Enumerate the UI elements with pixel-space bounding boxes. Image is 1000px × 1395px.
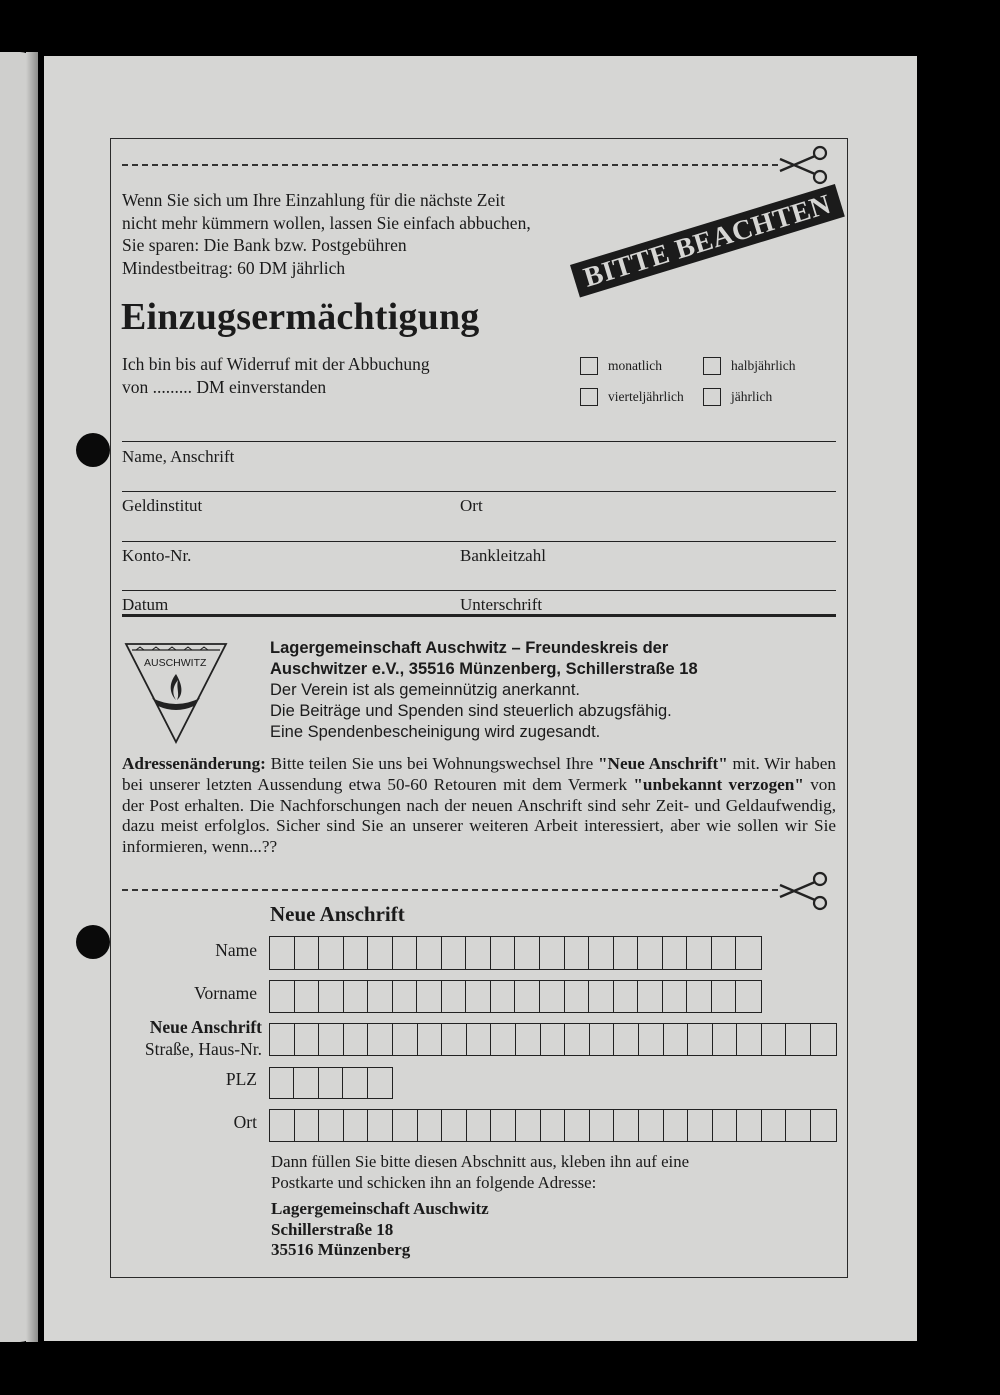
date-label: Datum: [122, 595, 169, 614]
notice-text: Bitte teilen Sie uns bei Wohnungswechsel Ihre: [265, 754, 599, 773]
recipient-line: 35516 Münzenberg: [271, 1240, 411, 1259]
field-rule: [122, 541, 836, 542]
zip-input-boxes[interactable]: [269, 1067, 393, 1099]
checkbox-jaehrlich[interactable]: [703, 388, 721, 406]
authorization-text: [122, 353, 430, 398]
cut-line-bottom: [122, 889, 778, 891]
checkbox-label: vierteljährlich: [608, 389, 684, 404]
notice-emphasis: "unbekannt verzogen": [633, 774, 804, 794]
checkbox-vierteljaehrlich[interactable]: [580, 388, 598, 406]
checkbox-label: halbjährlich: [731, 358, 796, 373]
recipient-address: [271, 1199, 489, 1261]
name-input-boxes[interactable]: [269, 936, 762, 970]
street-input-boxes[interactable]: [269, 1023, 837, 1056]
notice-text: mit. Wir haben bei unserer letzten Aussendung etwa 50-60 Retouren mit dem Vermerk: [122, 754, 836, 794]
notice-emphasis: "Neue Anschrift": [598, 754, 728, 773]
notice-text: von der Post erhalten. Die Nachforschungen nach der neuen Anschrift sind sehr Zeit- und Geldaufwendig, dazu meist erfolglos. Sicher sind Sie an unserer weiteren Arbeit interessiert, aber wie sollen wir Sie informieren, wenn...??: [122, 774, 836, 857]
logo-text: AUSCHWITZ: [144, 657, 207, 669]
city-input-boxes[interactable]: [269, 1109, 837, 1142]
name-address-label: Name, Anschrift: [122, 447, 235, 466]
organisation-name: Lagergemeinschaft Auschwitz – Freundeskreis der: [270, 639, 669, 657]
checkbox-label: monatlich: [608, 358, 662, 373]
organisation-note: Eine Spendenbescheinigung wird zugesandt.: [270, 723, 601, 741]
mailing-instructions: [271, 1151, 689, 1193]
recipient-line: Lagergemeinschaft Auschwitz: [271, 1199, 489, 1218]
field-rule: [122, 590, 836, 591]
bank-label: Geldinstitut: [122, 496, 203, 515]
signature-label: Unterschrift: [460, 595, 543, 614]
organisation-address: Auschwitzer e.V., 35516 Münzenberg, Schillerstraße 18: [270, 660, 698, 678]
intro-text: [122, 189, 531, 279]
section-divider: [122, 614, 836, 617]
organisation-info: [270, 638, 698, 743]
intro-line: Wenn Sie sich um Ihre Einzahlung für die nächste Zeit: [122, 190, 505, 210]
field-rule: [122, 441, 836, 442]
scissors-icon: [776, 870, 830, 912]
page-title: Einzugsermächtigung: [121, 296, 480, 338]
scissors-icon: [776, 144, 830, 186]
zip-label: PLZ: [225, 1069, 257, 1089]
recipient-line: Schillerstraße 18: [271, 1219, 394, 1239]
instructions-line: Postkarte und schicken ihn an folgende Adresse:: [271, 1173, 597, 1192]
facing-page-edge: [26, 52, 38, 1342]
organisation-note: Der Verein ist als gemeinnützig anerkannt.: [270, 681, 581, 699]
organisation-note: Die Beiträge und Spenden sind steuerlich abzugsfähig.: [270, 702, 672, 720]
checkbox-label: jährlich: [731, 389, 773, 404]
account-label: Konto-Nr.: [122, 546, 192, 565]
punch-hole-bottom: [76, 925, 110, 959]
authorization-line: von ......... DM einverstanden: [122, 376, 327, 397]
bank-code-label: Bankleitzahl: [460, 546, 546, 565]
notice-heading: Adressenänderung:: [122, 754, 266, 773]
bitte-beachten-stamp: BITTE BEACHTEN: [570, 184, 845, 297]
street-label: Straße, Haus-Nr.: [144, 1039, 262, 1059]
name-label: Name: [215, 940, 257, 960]
intro-line: nicht mehr kümmern wollen, lassen Sie einfach abbuchen,: [122, 212, 531, 233]
auschwitz-logo: [122, 640, 230, 746]
checkbox-monatlich[interactable]: [580, 357, 598, 375]
intro-line: Sie sparen: Die Bank bzw. Postgebühren: [122, 235, 407, 255]
city-label: Ort: [460, 496, 483, 515]
intro-line: Mindestbeitrag: 60 DM jährlich: [122, 257, 346, 278]
authorization-line: Ich bin bis auf Widerruf mit der Abbuchung: [122, 354, 430, 374]
cut-line-top: [122, 164, 778, 166]
street-title-label: Neue Anschrift: [149, 1017, 262, 1037]
instructions-line: Dann füllen Sie bitte diesen Abschnitt aus, kleben ihn auf eine: [271, 1152, 690, 1171]
address-change-notice: [122, 754, 836, 858]
punch-hole-top: [76, 433, 110, 467]
city-form-label: Ort: [233, 1112, 257, 1132]
firstname-input-boxes[interactable]: [269, 980, 762, 1013]
new-address-title: Neue Anschrift: [270, 902, 405, 926]
field-rule: [122, 491, 836, 492]
checkbox-halbjaehrlich[interactable]: [703, 357, 721, 375]
firstname-label: Vorname: [194, 983, 257, 1003]
